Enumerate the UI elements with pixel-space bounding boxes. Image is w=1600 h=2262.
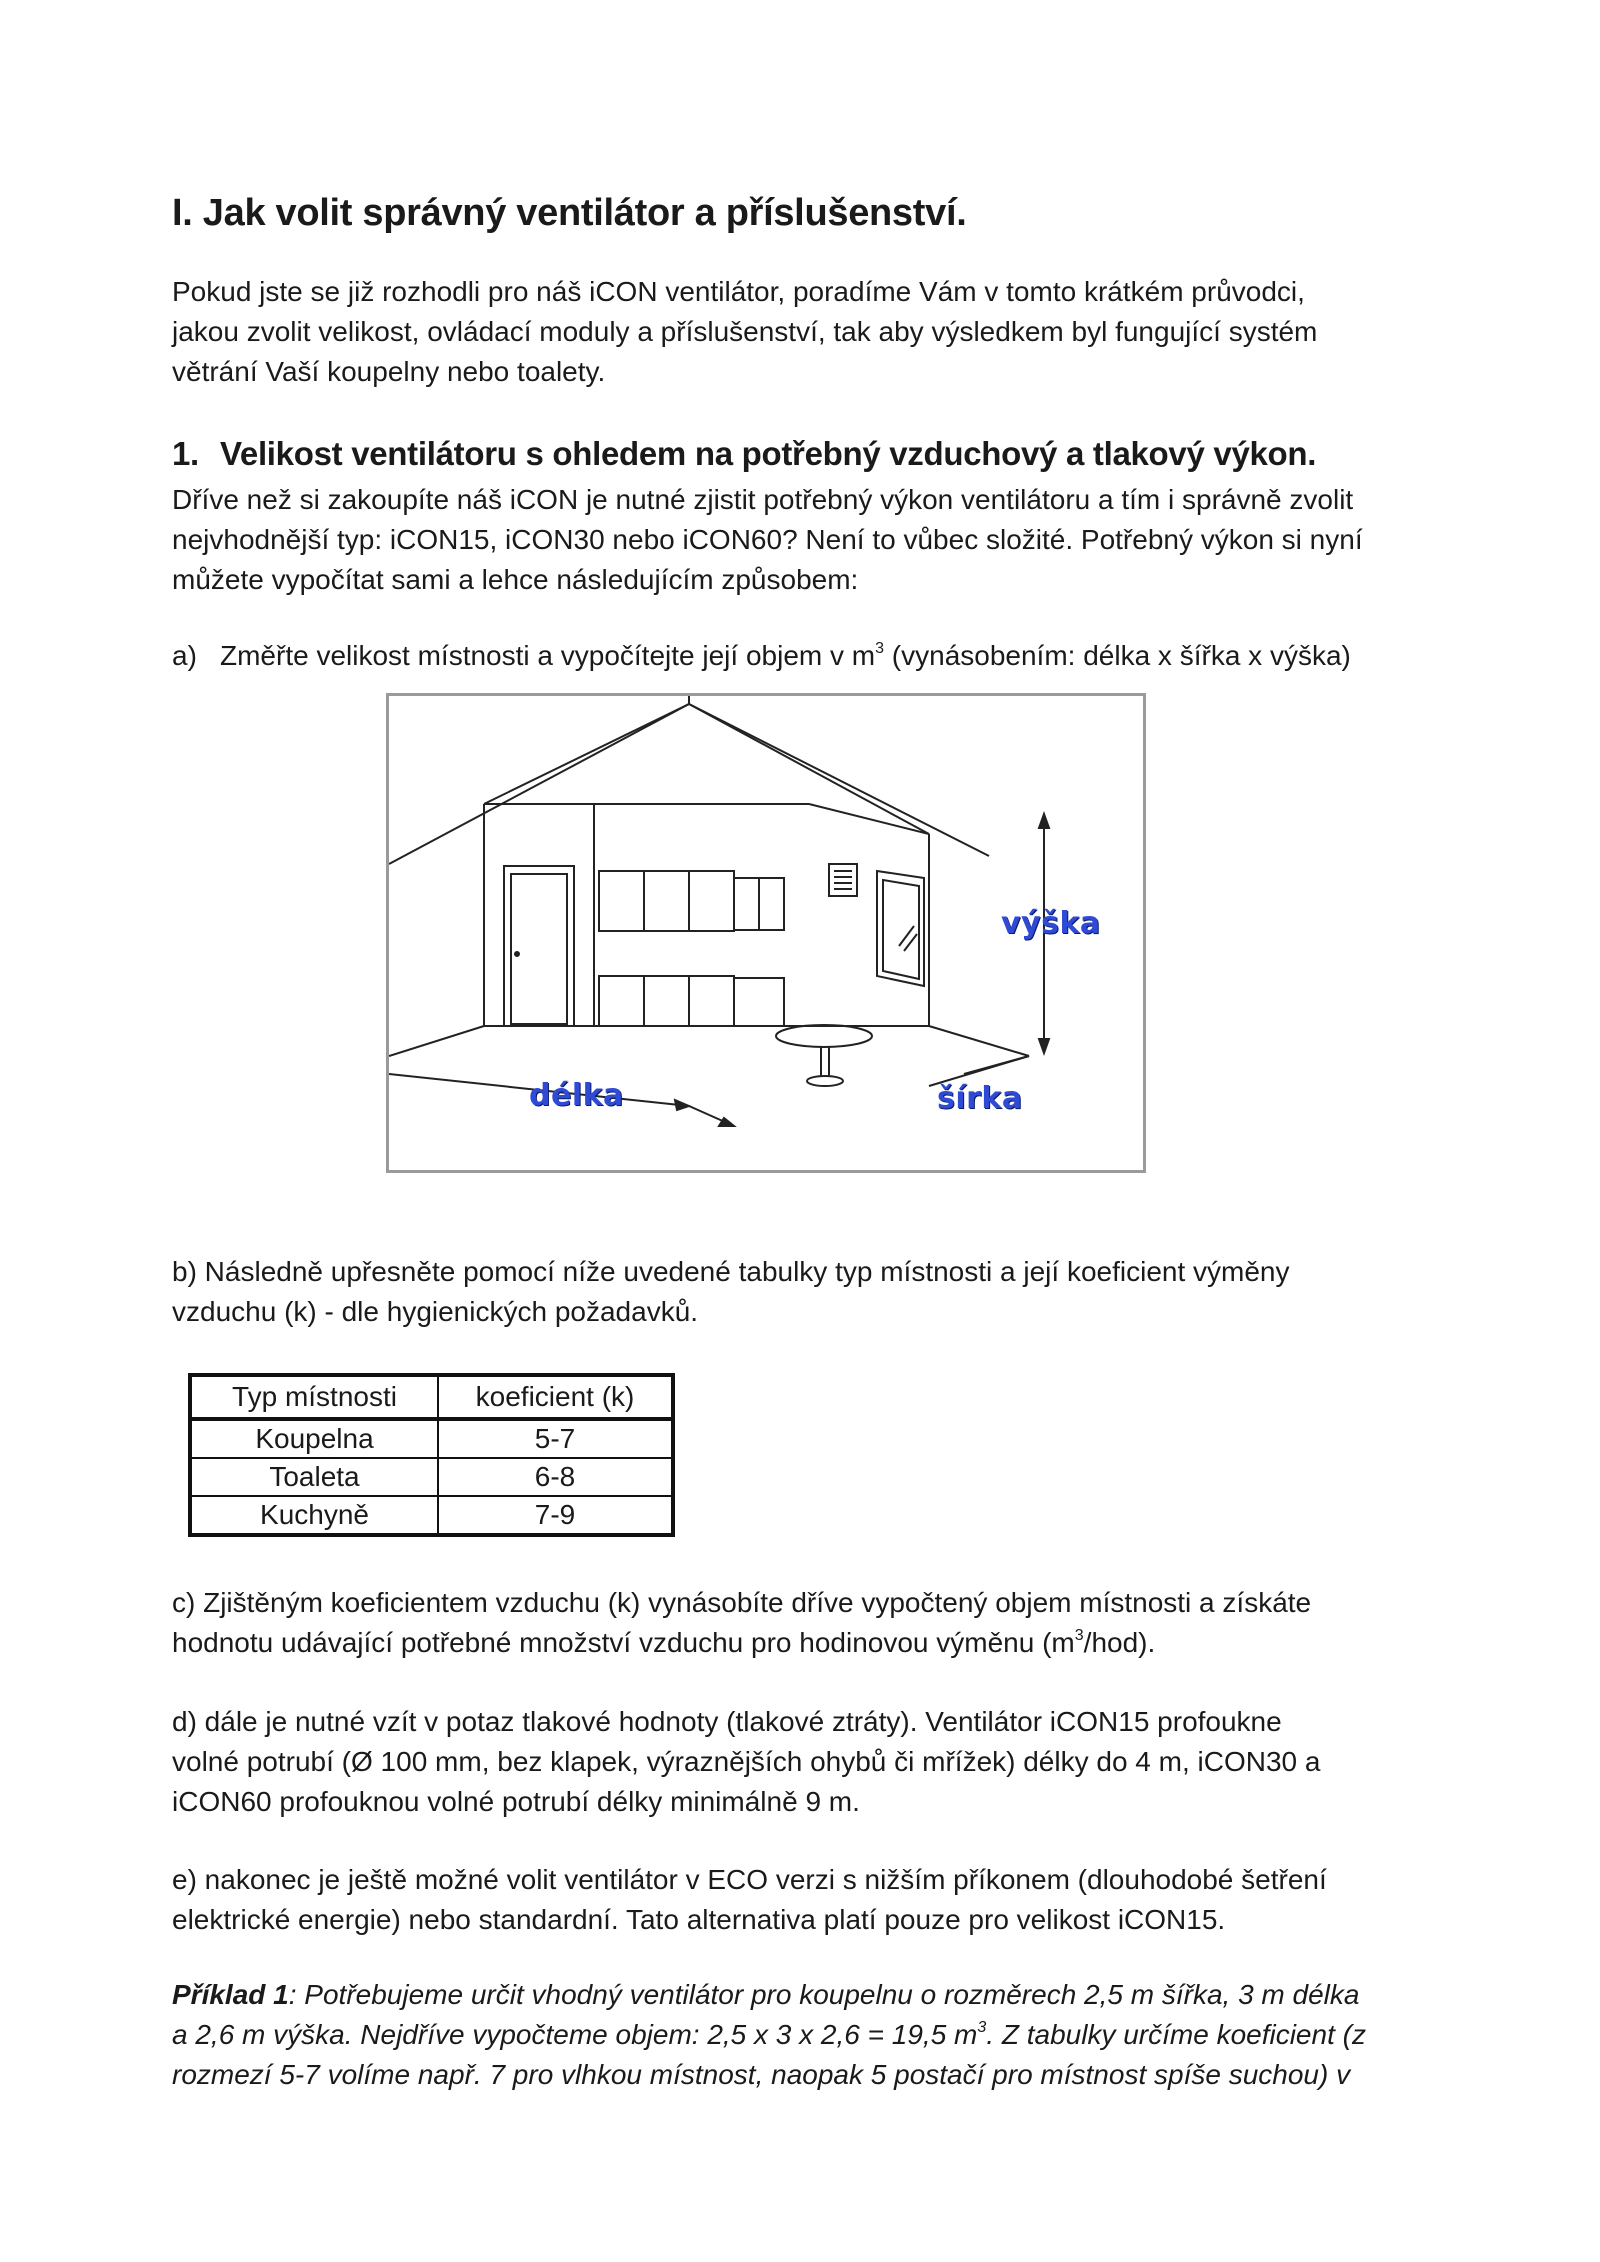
step-d-line: iCON60 profouknou volné potrubí délky minimálně 9 m. (172, 1786, 860, 1817)
intro-line: větrání Vaší koupelny nebo toalety. (172, 356, 606, 387)
step-e-line: elektrické energie) nebo standardní. Tato alternativa platí pouze pro velikost iCON15. (172, 1904, 1226, 1935)
table-header-cell: Typ místnosti (190, 1375, 438, 1419)
table-cell: Koupelna (190, 1419, 438, 1458)
height-label: výška (1001, 906, 1101, 941)
table-cell: 5-7 (438, 1419, 673, 1458)
room-illustration (386, 693, 1146, 1173)
example-sup: 3 (977, 2019, 987, 2036)
example-label: Příklad 1 (172, 1979, 289, 2010)
step-b-line: vzduchu (k) - dle hygienických požadavků. (172, 1296, 699, 1327)
ceiling-line-right-top (689, 704, 989, 856)
table-header-cell: koeficient (k) (438, 1375, 673, 1419)
table-row (190, 1458, 673, 1496)
width-label: šírka (937, 1081, 1023, 1116)
example-line: rozmezí 5-7 volíme např. 7 pro vlhkou místnost, naopak 5 postačí pro místnost spíše suchou) v (172, 2059, 1351, 2090)
example-line-end: . Z tabulky určíme koeficient (z (986, 2019, 1366, 2050)
step-a-text-after: (vynásobením: délka x šířka x výška) (884, 640, 1351, 671)
step-d-line: volné potrubí (Ø 100 mm, bez klapek, výraznějších ohybů či mřížek) délky do 4 m, iCON30 a (172, 1746, 1321, 1777)
lower-cabinets (599, 976, 734, 1026)
table-row (190, 1419, 673, 1458)
step-a-text: Změřte velikost místnosti a vypočítejte její objem v m (220, 640, 876, 671)
ceiling-line-left (389, 704, 689, 864)
step-c-line: hodnotu udávající potřebné množství vzduchu pro hodinovou výměnu (m (172, 1627, 1075, 1658)
upper-cabinets (599, 871, 734, 931)
section-paragraph (172, 480, 1432, 600)
step-d-paragraph (172, 1702, 1432, 1822)
step-b-paragraph (172, 1252, 1432, 1332)
section-title: Velikost ventilátoru s ohledem na potřebný vzduchový a tlakový výkon. (220, 435, 1317, 472)
example-line: : Potřebujeme určit vhodný ventilátor pro koupelnu o rozměrech 2,5 m šířka, 3 m délka (288, 1979, 1360, 2010)
step-a-label: a) (172, 640, 197, 671)
step-c-line: c) Zjištěným koeficientem vzduchu (k) vynásobíte dříve vypočtený objem místnosti a získáte (172, 1587, 1312, 1618)
step-a-sup: 3 (875, 640, 885, 657)
section-number: 1. (172, 435, 199, 472)
example-paragraph (172, 1975, 1432, 2095)
table-header-row (190, 1375, 673, 1419)
round-table (776, 1025, 872, 1047)
floor-line-right (929, 1026, 1029, 1056)
vent-grille (829, 864, 857, 896)
door (504, 866, 574, 1026)
floor-line-left (389, 1026, 484, 1056)
step-c-line-end: /hod). (1083, 1627, 1156, 1658)
table-cell: 7-9 (438, 1496, 673, 1535)
intro-line: Pokud jste se již rozhodli pro náš iCON ventilátor, poradíme Vám v tomto krátkém průvodci, (172, 276, 1305, 307)
length-label: délka (529, 1078, 624, 1113)
section-heading (172, 435, 1316, 473)
step-d-line: d) dále je nutné vzít v potaz tlakové hodnoty (tlakové ztráty). Ventilátor iCON15 profoukne (172, 1706, 1282, 1737)
step-e-paragraph (172, 1860, 1432, 1940)
table-row (190, 1496, 673, 1535)
step-e-line: e) nakonec je ještě možné volit ventilátor v ECO verzi s nižším příkonem (dlouhodobé šetření (172, 1864, 1327, 1895)
section-line: můžete vypočítat sami a lehce následujícím způsobem: (172, 564, 859, 595)
intro-line: jakou zvolit velikost, ovládací moduly a příslušenství, tak aby výsledkem byl fungující systém (172, 316, 1318, 347)
page-heading: I. Jak volit správný ventilátor a příslušenství. (172, 192, 967, 234)
table-cell: 6-8 (438, 1458, 673, 1496)
section-line: Dříve než si zakoupíte náš iCON je nutné zjistit potřebný výkon ventilátoru a tím i správně zvolit (172, 484, 1354, 515)
intro-paragraph (172, 272, 1432, 392)
section-line: nejvhodnější typ: iCON15, iCON30 nebo iCON60? Není to vůbec složité. Potřebný výkon si nyní (172, 524, 1363, 555)
table-cell: Toaleta (190, 1458, 438, 1496)
step-c-sup: 3 (1074, 1627, 1084, 1644)
step-b-line: b) Následně upřesněte pomocí níže uvedené tabulky typ místnosti a její koeficient výměny (172, 1256, 1290, 1287)
coefficient-table (188, 1373, 675, 1537)
step-c-paragraph (172, 1583, 1432, 1663)
step-a (172, 636, 1351, 676)
window (877, 871, 924, 986)
table-cell: Kuchyně (190, 1496, 438, 1535)
example-line: a 2,6 m výška. Nejdříve vypočteme objem: 2,5 x 3 x 2,6 = 19,5 m (172, 2019, 978, 2050)
